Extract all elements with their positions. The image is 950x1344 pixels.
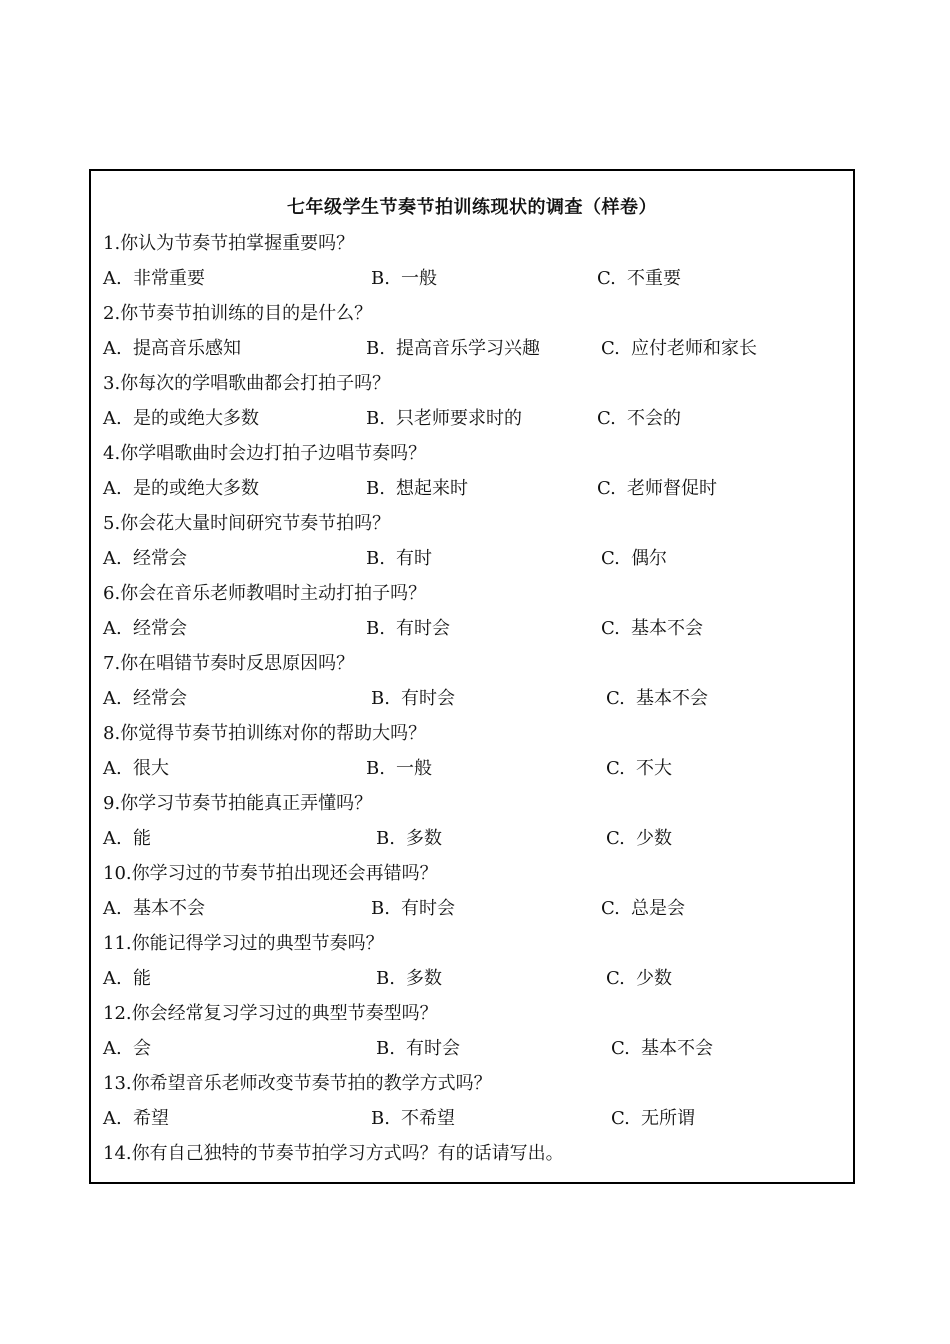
- q11-option-c: C. 少数: [606, 968, 672, 989]
- question-1: 1.你认为节奏节拍掌握重要吗？: [103, 233, 355, 254]
- q2-option-a: A. 提高音乐感知: [103, 338, 241, 359]
- q6-option-a: A. 经常会: [103, 618, 187, 639]
- question-11: 11.你能记得学习过的典型节奏吗？: [103, 933, 384, 954]
- q4-option-a: A. 是的或绝大多数: [103, 478, 259, 499]
- q7-option-a: A. 经常会: [103, 688, 187, 709]
- survey-title: 七年级学生节奏节拍训练现状的调查（样卷）: [287, 197, 657, 218]
- q12-option-b: B. 有时会: [376, 1038, 460, 1059]
- q7-option-b: B. 有时会: [371, 688, 455, 709]
- q5-option-c: C. 偶尔: [601, 548, 667, 569]
- q8-option-c: C. 不大: [606, 758, 672, 779]
- q2-option-c: C. 应付老师和家长: [601, 338, 757, 359]
- question-13: 13.你希望音乐老师改变节奏节拍的教学方式吗？: [103, 1073, 492, 1094]
- q4-option-c: C. 老师督促时: [597, 478, 717, 499]
- question-6: 6.你会在音乐老师教唱时主动打拍子吗？: [103, 583, 427, 604]
- q10-option-a: A. 基本不会: [103, 898, 205, 919]
- q13-option-b: B. 不希望: [371, 1108, 455, 1129]
- q1-option-c: C. 不重要: [597, 268, 681, 289]
- question-9: 9.你学习节奏节拍能真正弄懂吗？: [103, 793, 373, 814]
- q6-option-b: B. 有时会: [366, 618, 450, 639]
- question-14: 14.你有自己独特的节奏节拍学习方式吗？有的话请写出。: [103, 1143, 564, 1164]
- q1-option-a: A. 非常重要: [103, 268, 205, 289]
- q7-option-c: C. 基本不会: [606, 688, 708, 709]
- question-10: 10.你学习过的节奏节拍出现还会再错吗？: [103, 863, 438, 884]
- q5-option-b: B. 有时: [366, 548, 432, 569]
- q5-option-a: A. 经常会: [103, 548, 187, 569]
- q6-option-c: C. 基本不会: [601, 618, 703, 639]
- q4-option-b: B. 想起来时: [366, 478, 468, 499]
- question-5: 5.你会花大量时间研究节奏节拍吗？: [103, 513, 391, 534]
- q11-option-b: B. 多数: [376, 968, 442, 989]
- q8-option-a: A. 很大: [103, 758, 169, 779]
- survey-box: [89, 169, 855, 1184]
- q1-option-b: B. 一般: [371, 268, 437, 289]
- q8-option-b: B. 一般: [366, 758, 432, 779]
- q3-option-c: C. 不会的: [597, 408, 681, 429]
- question-8: 8.你觉得节奏节拍训练对你的帮助大吗？: [103, 723, 427, 744]
- q10-option-c: C. 总是会: [601, 898, 685, 919]
- question-12: 12.你会经常复习学习过的典型节奏型吗？: [103, 1003, 438, 1024]
- q2-option-b: B. 提高音乐学习兴趣: [366, 338, 540, 359]
- q13-option-a: A. 希望: [103, 1108, 169, 1129]
- question-3: 3.你每次的学唱歌曲都会打拍子吗？: [103, 373, 391, 394]
- q3-option-a: A. 是的或绝大多数: [103, 408, 259, 429]
- q11-option-a: A. 能: [103, 968, 151, 989]
- question-2: 2.你节奏节拍训练的目的是什么？: [103, 303, 373, 324]
- q3-option-b: B. 只老师要求时的: [366, 408, 522, 429]
- question-4: 4.你学唱歌曲时会边打拍子边唱节奏吗？: [103, 443, 427, 464]
- q12-option-c: C. 基本不会: [611, 1038, 713, 1059]
- q9-option-b: B. 多数: [376, 828, 442, 849]
- q9-option-c: C. 少数: [606, 828, 672, 849]
- q10-option-b: B. 有时会: [371, 898, 455, 919]
- q9-option-a: A. 能: [103, 828, 151, 849]
- q13-option-c: C. 无所谓: [611, 1108, 695, 1129]
- q12-option-a: A. 会: [103, 1038, 151, 1059]
- question-7: 7.你在唱错节奏时反思原因吗？: [103, 653, 355, 674]
